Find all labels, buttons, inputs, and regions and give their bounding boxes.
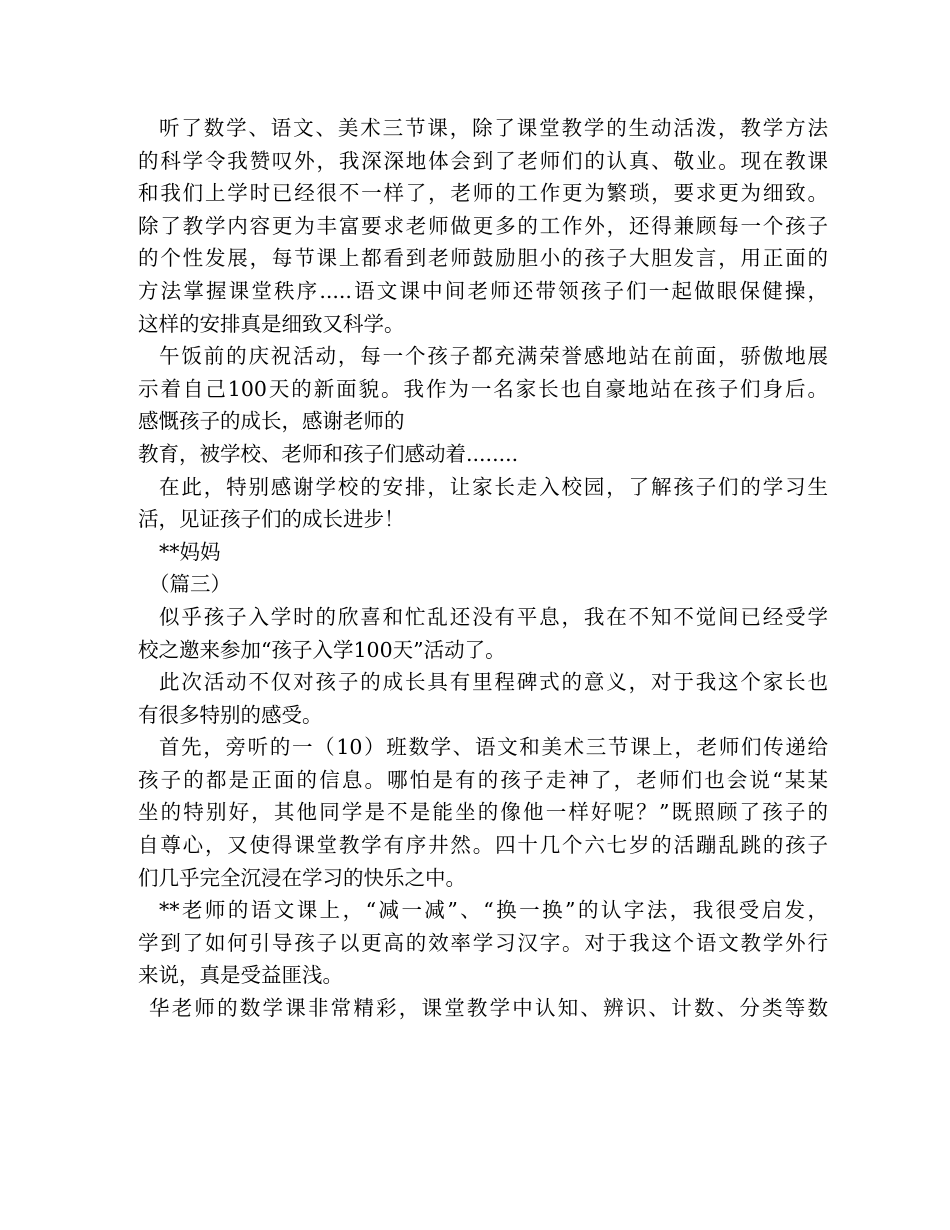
text-line: 坐的特别好，其他同学是不是能坐的像他一样好呢？”既照顾了孩子的 <box>138 800 828 825</box>
text-line: **老师的语文课上，“减一减”、“换一换”的认字法，我很受启发， <box>159 898 828 923</box>
signature-line: **妈妈 <box>159 539 221 564</box>
text-line: 在此，特别感谢学校的安排，让家长走入校园，了解孩子们的学习生 <box>159 474 828 499</box>
text-line: 学到了如何引导孩子以更高的效率学习汉字。对于我这个语文教学外行 <box>138 930 828 955</box>
text-line: 方法掌握课堂秩序.....语文课中间老师还带领孩子们一起做眼保健操， <box>138 278 828 303</box>
text-line: 自尊心，又使得课堂教学有序井然。四十几个六七岁的活蹦乱跳的孩子 <box>138 833 828 858</box>
text-line: 校之邀来参加“孩子入学100天”活动了。 <box>138 637 506 662</box>
text-line: 华老师的数学课非常精彩，课堂教学中认知、辨识、计数、分类等数 <box>149 996 828 1021</box>
text-line: 这样的安排真是细致又科学。 <box>138 311 405 336</box>
text-line: 感慨孩子的成长，感谢老师的 <box>138 409 405 434</box>
text-line: 示着自己100天的新面貌。我作为一名家长也自豪地站在孩子们身后。 <box>138 376 828 401</box>
text-line: 此次活动不仅对孩子的成长具有里程碑式的意义，对于我这个家长也 <box>159 670 828 695</box>
text-line: 午饭前的庆祝活动，每一个孩子都充满荣誉感地站在前面，骄傲地展 <box>159 344 828 369</box>
text-line: 有很多特别的感受。 <box>138 702 323 727</box>
text-line: 和我们上学时已经很不一样了，老师的工作更为繁琐，要求更为细致。 <box>138 181 828 206</box>
section-heading: （篇三） <box>149 572 231 597</box>
document-body <box>138 112 828 1025</box>
text-line: 的个性发展，每节课上都看到老师鼓励胆小的孩子大胆发言，用正面的 <box>138 246 828 271</box>
text-line: 孩子的都是正面的信息。哪怕是有的孩子走神了，老师们也会说“某某 <box>138 767 828 792</box>
text-line: 似乎孩子入学时的欣喜和忙乱还没有平息，我在不知不觉间已经受学 <box>159 604 828 629</box>
text-line: 活，见证孩子们的成长进步！ <box>138 507 405 532</box>
text-line: 的科学令我赞叹外，我深深地体会到了老师们的认真、敬业。现在教课 <box>138 148 828 173</box>
text-line: 们几乎完全沉浸在学习的快乐之中。 <box>138 865 466 890</box>
text-line: 来说，真是受益匪浅。 <box>138 963 343 988</box>
text-line: 听了数学、语文、美术三节课，除了课堂教学的生动活泼，教学方法 <box>159 116 828 140</box>
text-line: 首先，旁听的一（10）班数学、语文和美术三节课上，老师们传递给 <box>159 735 828 760</box>
text-line: 除了教学内容更为丰富要求老师做更多的工作外，还得兼顾每一个孩子 <box>138 213 828 238</box>
text-line: 教育，被学校、老师和孩子们感动着........ <box>138 441 519 466</box>
